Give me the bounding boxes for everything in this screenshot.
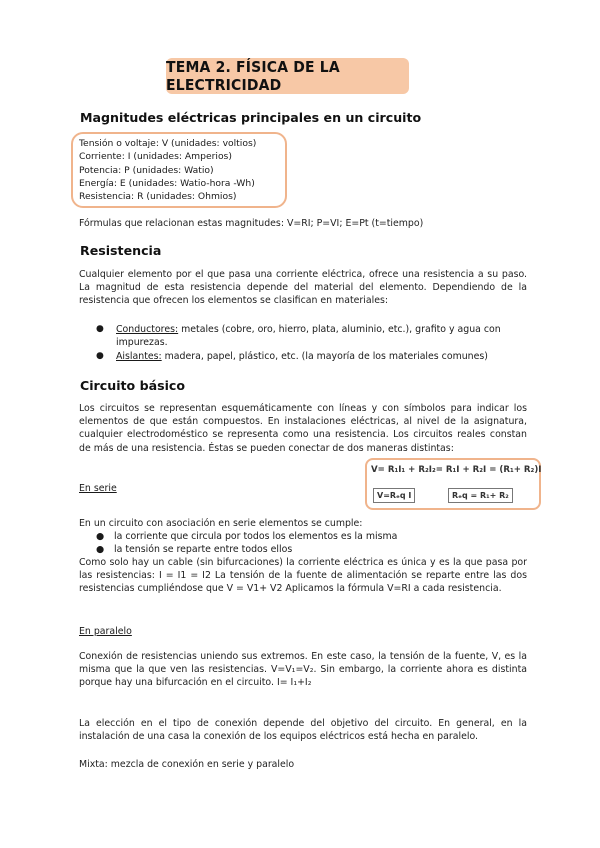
subheading-paralelo: En paralelo <box>79 626 132 637</box>
list-item: Resistencia: R (unidades: Ohmios) <box>79 191 237 203</box>
aislantes-label: Aislantes: <box>116 351 162 362</box>
section-heading-circuito: Circuito básico <box>80 378 186 393</box>
bullet-icon: ● <box>96 544 105 555</box>
magnitudes-list <box>79 137 256 203</box>
formula-req: Rₑq = R₁+ R₂ <box>448 488 513 503</box>
formulas-line: Fórmulas que relacionan estas magnitudes: V=RI; P=VI; E=Pt (t=tiempo) <box>79 218 424 229</box>
section-heading-resistencia: Resistencia <box>80 243 162 258</box>
list-item: Tensión o voltaje: V (unidades: voltios) <box>79 138 257 149</box>
resistencia-paragraph: Cualquier elemento por el que pasa una corriente eléctrica, ofrece una resistencia a su paso. La magnitud de esta resistencia depende del material del elemento. Dependiendo de la resistencia que ofrecen los elementos se clasifican en materiales: <box>79 269 527 307</box>
mixta-line: Mixta: mezcla de conexión en serie y paralelo <box>79 759 295 770</box>
circuito-paragraph: Los circuitos se representan esquemáticamente con líneas y con símbolos para indicar los elementos de que están compuestos. En instalaciones eléctricas, al nivel de la asignatura, cualquier electrodoméstico se representa como una resistencia. Los circuitos reales constan de más de una resistencia. Éstas se pueden conectar de dos maneras distintas: <box>79 403 527 454</box>
formula-eq: V=Rₑq I <box>373 488 415 503</box>
list-item: Corriente: I (unidades: Amperios) <box>79 151 232 163</box>
serie-text: Como solo hay un cable (sin bifurcaciones) la corriente eléctrica es única y es la que pasa por las resistencias: I = I1 = I2 La tensión de la fuente de alimentación se reparte entre las dos resistencias cumpliéndose que V = V1+ V2 Aplicamos la fórmula V=RI a cada resistencia. <box>79 557 527 595</box>
bullet-icon: ● <box>96 531 105 542</box>
conductores-text: metales (cobre, oro, hierro, plata, aluminio, etc.), grafito y agua con impurezas. <box>116 324 501 349</box>
eleccion-paragraph: La elección en el tipo de conexión depende del objetivo del circuito. En general, en la instalación de una casa la conexión de los equipos eléctricos está hecha en paralelo. <box>79 718 527 743</box>
aislantes-text: madera, papel, plástico, etc. (la mayoría de los materiales comunes) <box>161 351 488 362</box>
document-page: TEMA 2. FÍSICA DE LA ELECTRICIDAD Magnitudes eléctricas principales en un circuito Tensión o voltaje: V (unidades: voltios) Corriente: I (unidades: Amperios) Potencia: P (unidades: Watio) Energía: E (unidades: Watio-hora -Wh) Resistencia: R (unidades: Ohmios) Fórmulas que relacionan estas magnitudes: V=RI; P=VI; E=Pt (t=tiempo) Resistencia Cualquier elemento por el que pasa una corriente eléctrica, ofrece una resistencia a su paso. La magnitud de esta resistencia depende del material del elemento. Dependiendo de la resistencia que ofrecen los elementos se clasifican en materiales: ● Conductores: metales (cobre, oro, hierro, plata, aluminio, etc.), grafito y agua con impurezas. ● Aislantes: madera, papel, plástico, etc. (la mayoría de los materiales comunes) Circuito básico Los circuitos se representan esquemáticamente con líneas y con símbolos para indicar los elementos de que están compuestos. En instalaciones eléctricas, al nivel de la asignatura, cualquier electrodoméstico se representa como una resistencia. Los circuitos reales constan de más de una resistencia. Éstas se pueden conectar de dos maneras distintas: V= R₁I₁ + R₂I₂= R₁I + R₂I = (R₁+ R₂)I V=Rₑq I Rₑq = R₁+ R₂ En serie En un circuito con asociación en serie elementos se cumple: ● la corriente que circula por todos los elementos es la misma ● la tensión se reparte entre todos ellos Como solo hay un cable (sin bifurcaciones) la corriente eléctrica es única y es la que pasa por las resistencias: I = I1 = I2 La tensión de la fuente de alimentación se reparte entre las dos resistencias cumpliéndose que V = V1+ V2 Aplicamos la fórmula V=RI a cada resistencia. En paralelo Conexión de resistencias uniendo sus extremos. En este caso, la tensión de la fuente, V, es la misma que la que ven las resistencias. V=V₁=V₂. Sin embargo, la corriente ahora es distinta porque hay una bifurcación en el circuito. I= I₁+I₂ La elección en el tipo de conexión depende del objetivo del circuito. En general, en la instalación de una casa la conexión de los equipos eléctricos está hecha en paralelo. Mixta: mezcla de conexión en serie y paralelo <box>0 0 600 848</box>
bullet-icon: ● <box>96 324 104 334</box>
section-heading-magnitudes: Magnitudes eléctricas principales en un circuito <box>80 110 422 125</box>
page-title: TEMA 2. FÍSICA DE LA ELECTRICIDAD <box>166 58 409 94</box>
serie-intro: En un circuito con asociación en serie elementos se cumple: <box>79 518 363 529</box>
formula-series: V= R₁I₁ + R₂I₂= R₁I + R₂I = (R₁+ R₂)I <box>371 465 542 475</box>
list-item: Potencia: P (unidades: Watio) <box>79 164 214 176</box>
subheading-serie: En serie <box>79 483 117 494</box>
list-item: Energía: E (unidades: Watio-hora -Wh) <box>79 177 255 189</box>
bullet-icon: ● <box>96 351 104 361</box>
conductores-label: Conductores: <box>116 324 179 335</box>
paralelo-text: Conexión de resistencias uniendo sus extremos. En este caso, la tensión de la fuente, V, es la misma que la que ven las resistencias. V=V₁=V₂. Sin embargo, la corriente ahora es distinta porque hay una bifurcación en el circuito. I= I₁+I₂ <box>79 651 527 689</box>
